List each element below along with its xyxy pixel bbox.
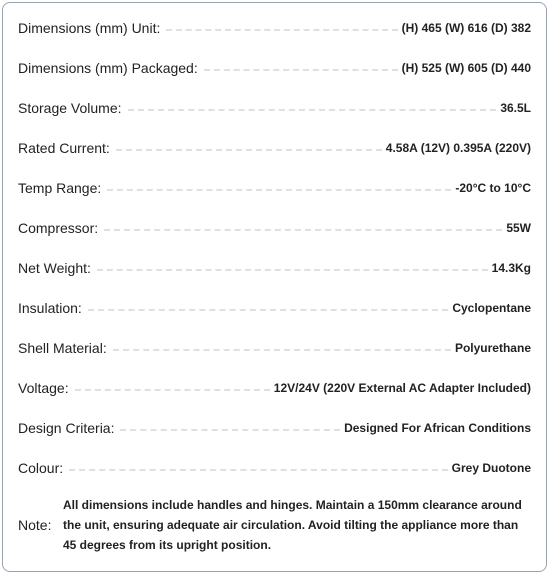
- leader-line: [69, 469, 448, 471]
- spec-list: [18, 8, 531, 488]
- spec-label: Voltage:: [18, 380, 69, 396]
- note-section: [18, 495, 534, 555]
- spec-value: Grey Duotone: [451, 461, 531, 475]
- spec-row-design-criteria: [18, 408, 531, 448]
- spec-label: Compressor:: [18, 220, 99, 236]
- spec-label: Rated Current:: [18, 140, 110, 156]
- spec-label: Design Criteria:: [18, 420, 115, 436]
- spec-value: -20°C to 10°C: [455, 181, 531, 195]
- note-text: All dimensions include handles and hinges. Maintain a 150mm clearance around the unit, ensuring adequate air circulation. Avoid tilting the appliance more than 45 degrees from its upright position.: [63, 498, 522, 552]
- spec-label: Colour:: [18, 460, 64, 476]
- spec-value: 12V/24V (220V External AC Adapter Included): [273, 381, 531, 395]
- specifications-card: [2, 2, 547, 572]
- leader-line: [88, 309, 448, 311]
- leader-line: [116, 149, 382, 151]
- spec-value: 55W: [506, 221, 531, 235]
- note-label: Note:: [18, 517, 52, 533]
- leader-line: [104, 229, 502, 231]
- spec-value: Cyclopentane: [452, 301, 531, 315]
- leader-line: [120, 429, 340, 431]
- spec-row-voltage: [18, 368, 531, 408]
- spec-row-compressor: [18, 208, 531, 248]
- spec-value: 4.58A (12V) 0.395A (220V): [385, 141, 531, 155]
- spec-row-storage-volume: [18, 88, 531, 128]
- leader-line: [107, 189, 451, 191]
- leader-line: [97, 269, 488, 271]
- leader-line: [128, 109, 497, 111]
- leader-line: [113, 349, 451, 351]
- spec-label: Dimensions (mm) Packaged:: [18, 60, 198, 76]
- spec-value: 14.3Kg: [491, 261, 531, 275]
- spec-label: Net Weight:: [18, 260, 91, 276]
- spec-label: Temp Range:: [18, 180, 102, 196]
- leader-line: [75, 389, 270, 391]
- spec-row-net-weight: [18, 248, 531, 288]
- spec-row-dimensions-unit: [18, 8, 531, 48]
- leader-line: [166, 29, 397, 31]
- spec-row-dimensions-packaged: [18, 48, 531, 88]
- spec-row-shell-material: [18, 328, 531, 368]
- spec-value: Designed For African Conditions: [344, 421, 531, 435]
- spec-row-rated-current: [18, 128, 531, 168]
- spec-value: Polyurethane: [454, 341, 531, 355]
- spec-row-insulation: [18, 288, 531, 328]
- spec-value: (H) 525 (W) 605 (D) 440: [401, 61, 531, 75]
- spec-value: (H) 465 (W) 616 (D) 382: [401, 21, 531, 35]
- spec-row-colour: [18, 448, 531, 488]
- spec-label: Storage Volume:: [18, 100, 122, 116]
- spec-value: 36.5L: [500, 101, 531, 115]
- spec-label: Insulation:: [18, 300, 82, 316]
- spec-row-temp-range: [18, 168, 531, 208]
- spec-label: Dimensions (mm) Unit:: [18, 20, 161, 36]
- spec-label: Shell Material:: [18, 340, 107, 356]
- leader-line: [204, 69, 398, 71]
